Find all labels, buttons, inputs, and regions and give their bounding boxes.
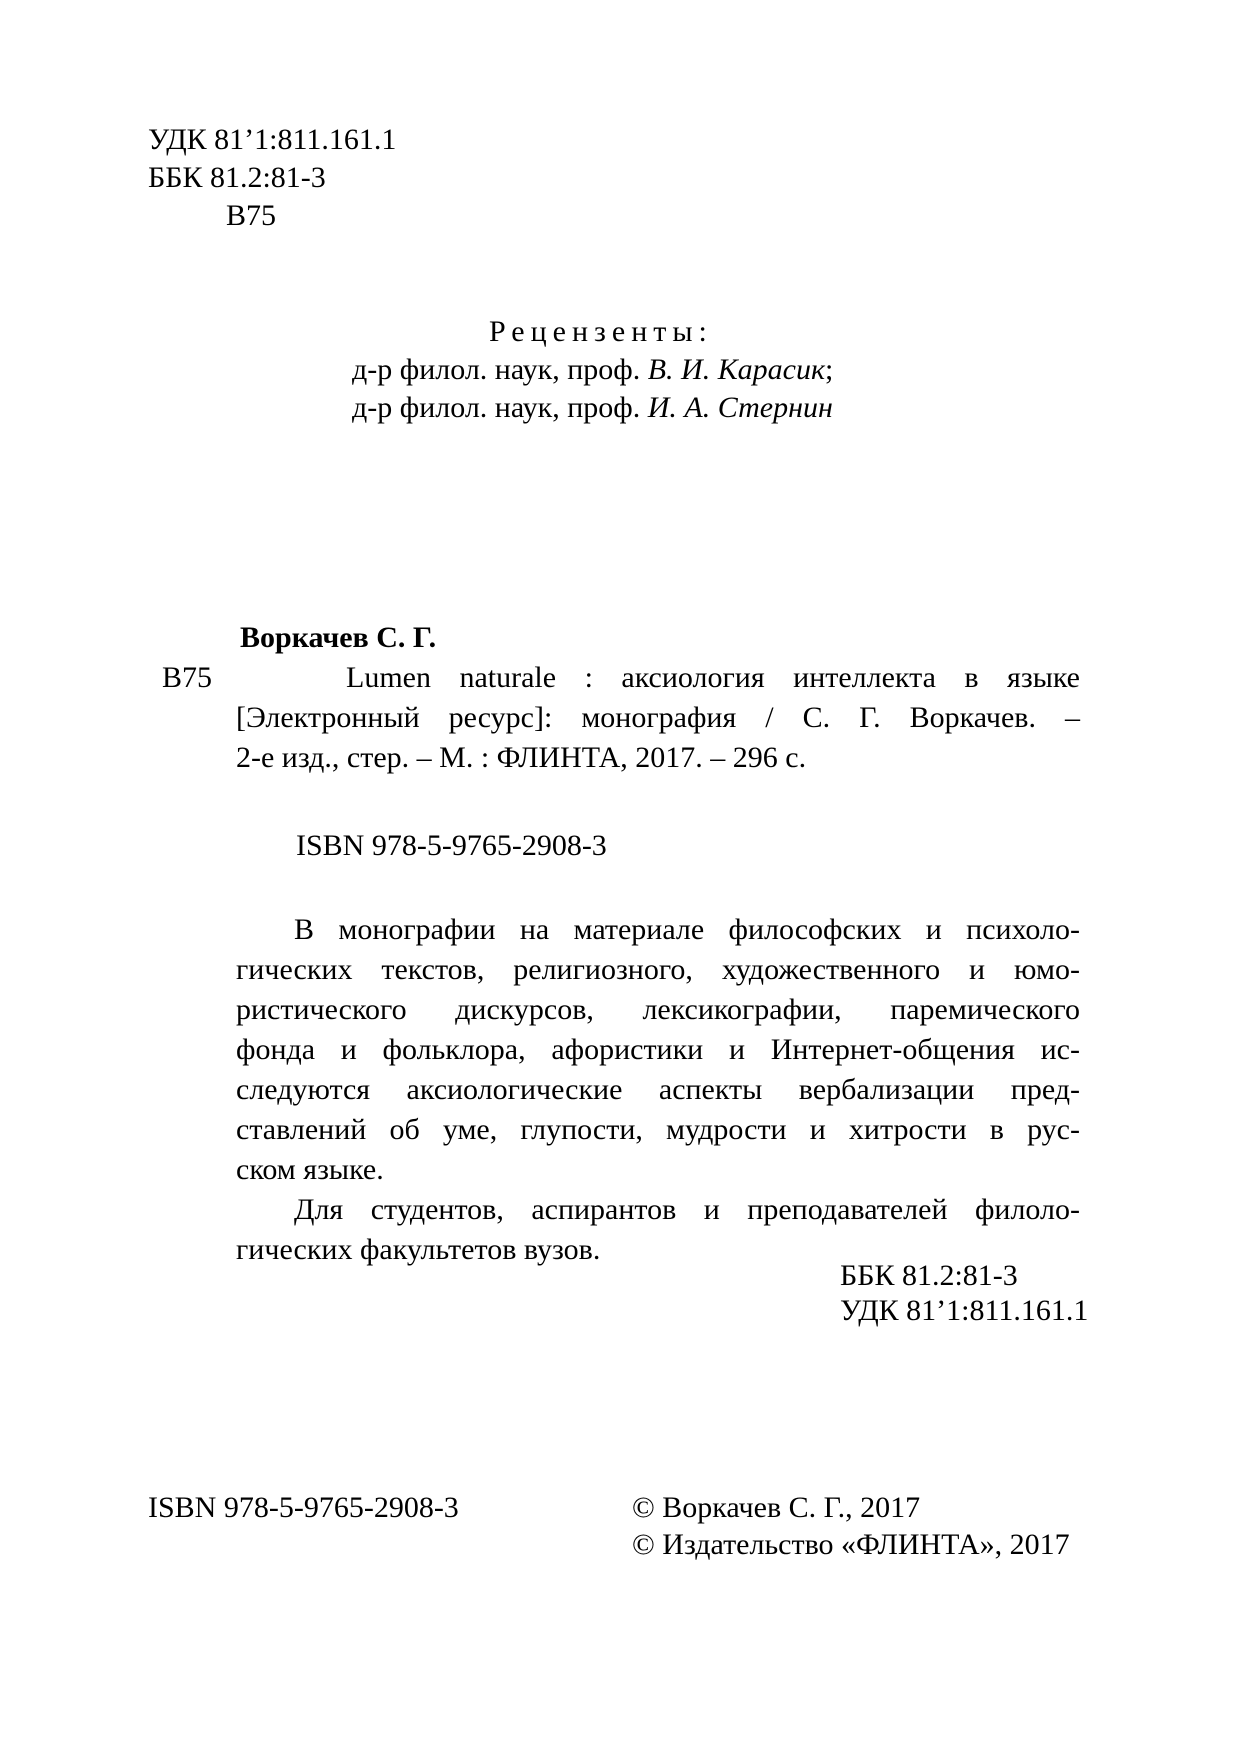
abstract-line: ском языке. <box>236 1153 384 1186</box>
bib-line-3: 2-е изд., стер. – М. : ФЛИНТА, 2017. – 296 с. <box>236 741 807 774</box>
udk-code: УДК 81’1:811.161.1 <box>148 123 397 156</box>
bib-description <box>236 658 1080 778</box>
reviewer-2-title: д-р филол. наук, проф. <box>352 391 648 424</box>
bib-line-1: Lumen naturale : аксиология интеллекта в языке <box>346 661 1080 694</box>
bib-isbn: ISBN 978-5-9765-2908-3 <box>296 829 607 862</box>
author-heading: Воркачев С. Г. <box>240 621 437 654</box>
reviewer-2 <box>352 390 833 426</box>
reviewer-1-suffix: ; <box>824 353 834 386</box>
abstract-line: ставлений об уме, глупости, мудрости и хитрости в рус- <box>236 1113 1080 1146</box>
reviewer-2-name: И. А. Стернин <box>647 391 833 424</box>
bbk-code: ББК 81.2:81-3 <box>148 161 326 194</box>
abstract-line: ристического дискурсов, лексикографии, паремического <box>236 993 1080 1026</box>
abstract <box>236 910 1080 1270</box>
abstract-line: фонда и фольклора, афористики и Интернет-общения ис- <box>236 1033 1080 1066</box>
reviewers-heading: Рецензенты: <box>489 315 713 348</box>
copyright-publisher: © Издательство «ФЛИНТА», 2017 <box>632 1528 1070 1561</box>
reviewer-1-title: д-р филол. наук, проф. <box>352 353 648 386</box>
reviewer-1-name: В. И. Карасик <box>647 353 825 386</box>
footer-isbn: ISBN 978-5-9765-2908-3 <box>148 1491 459 1524</box>
audience-line: гических факультетов вузов. <box>236 1233 601 1266</box>
bib-line-2: [Электронный ресурс]: монография / С. Г. Воркачев. – <box>236 701 1080 734</box>
abstract-udk: УДК 81’1:811.161.1 <box>840 1294 1089 1327</box>
abstract-bbk: ББК 81.2:81-3 <box>840 1259 1018 1292</box>
abstract-line: следуются аксиологические аспекты вербализации пред- <box>236 1073 1080 1106</box>
reviewer-1 <box>352 352 833 388</box>
bib-sign: В75 <box>162 661 213 694</box>
abstract-line: В монографии на материале философских и психоло- <box>294 913 1080 946</box>
audience-line: Для студентов, аспирантов и преподавателей филоло- <box>294 1193 1080 1226</box>
author-sign: В75 <box>226 199 277 232</box>
copyright-author: © Воркачев С. Г., 2017 <box>632 1491 921 1524</box>
abstract-line: гических текстов, религиозного, художественного и юмо- <box>236 953 1080 986</box>
